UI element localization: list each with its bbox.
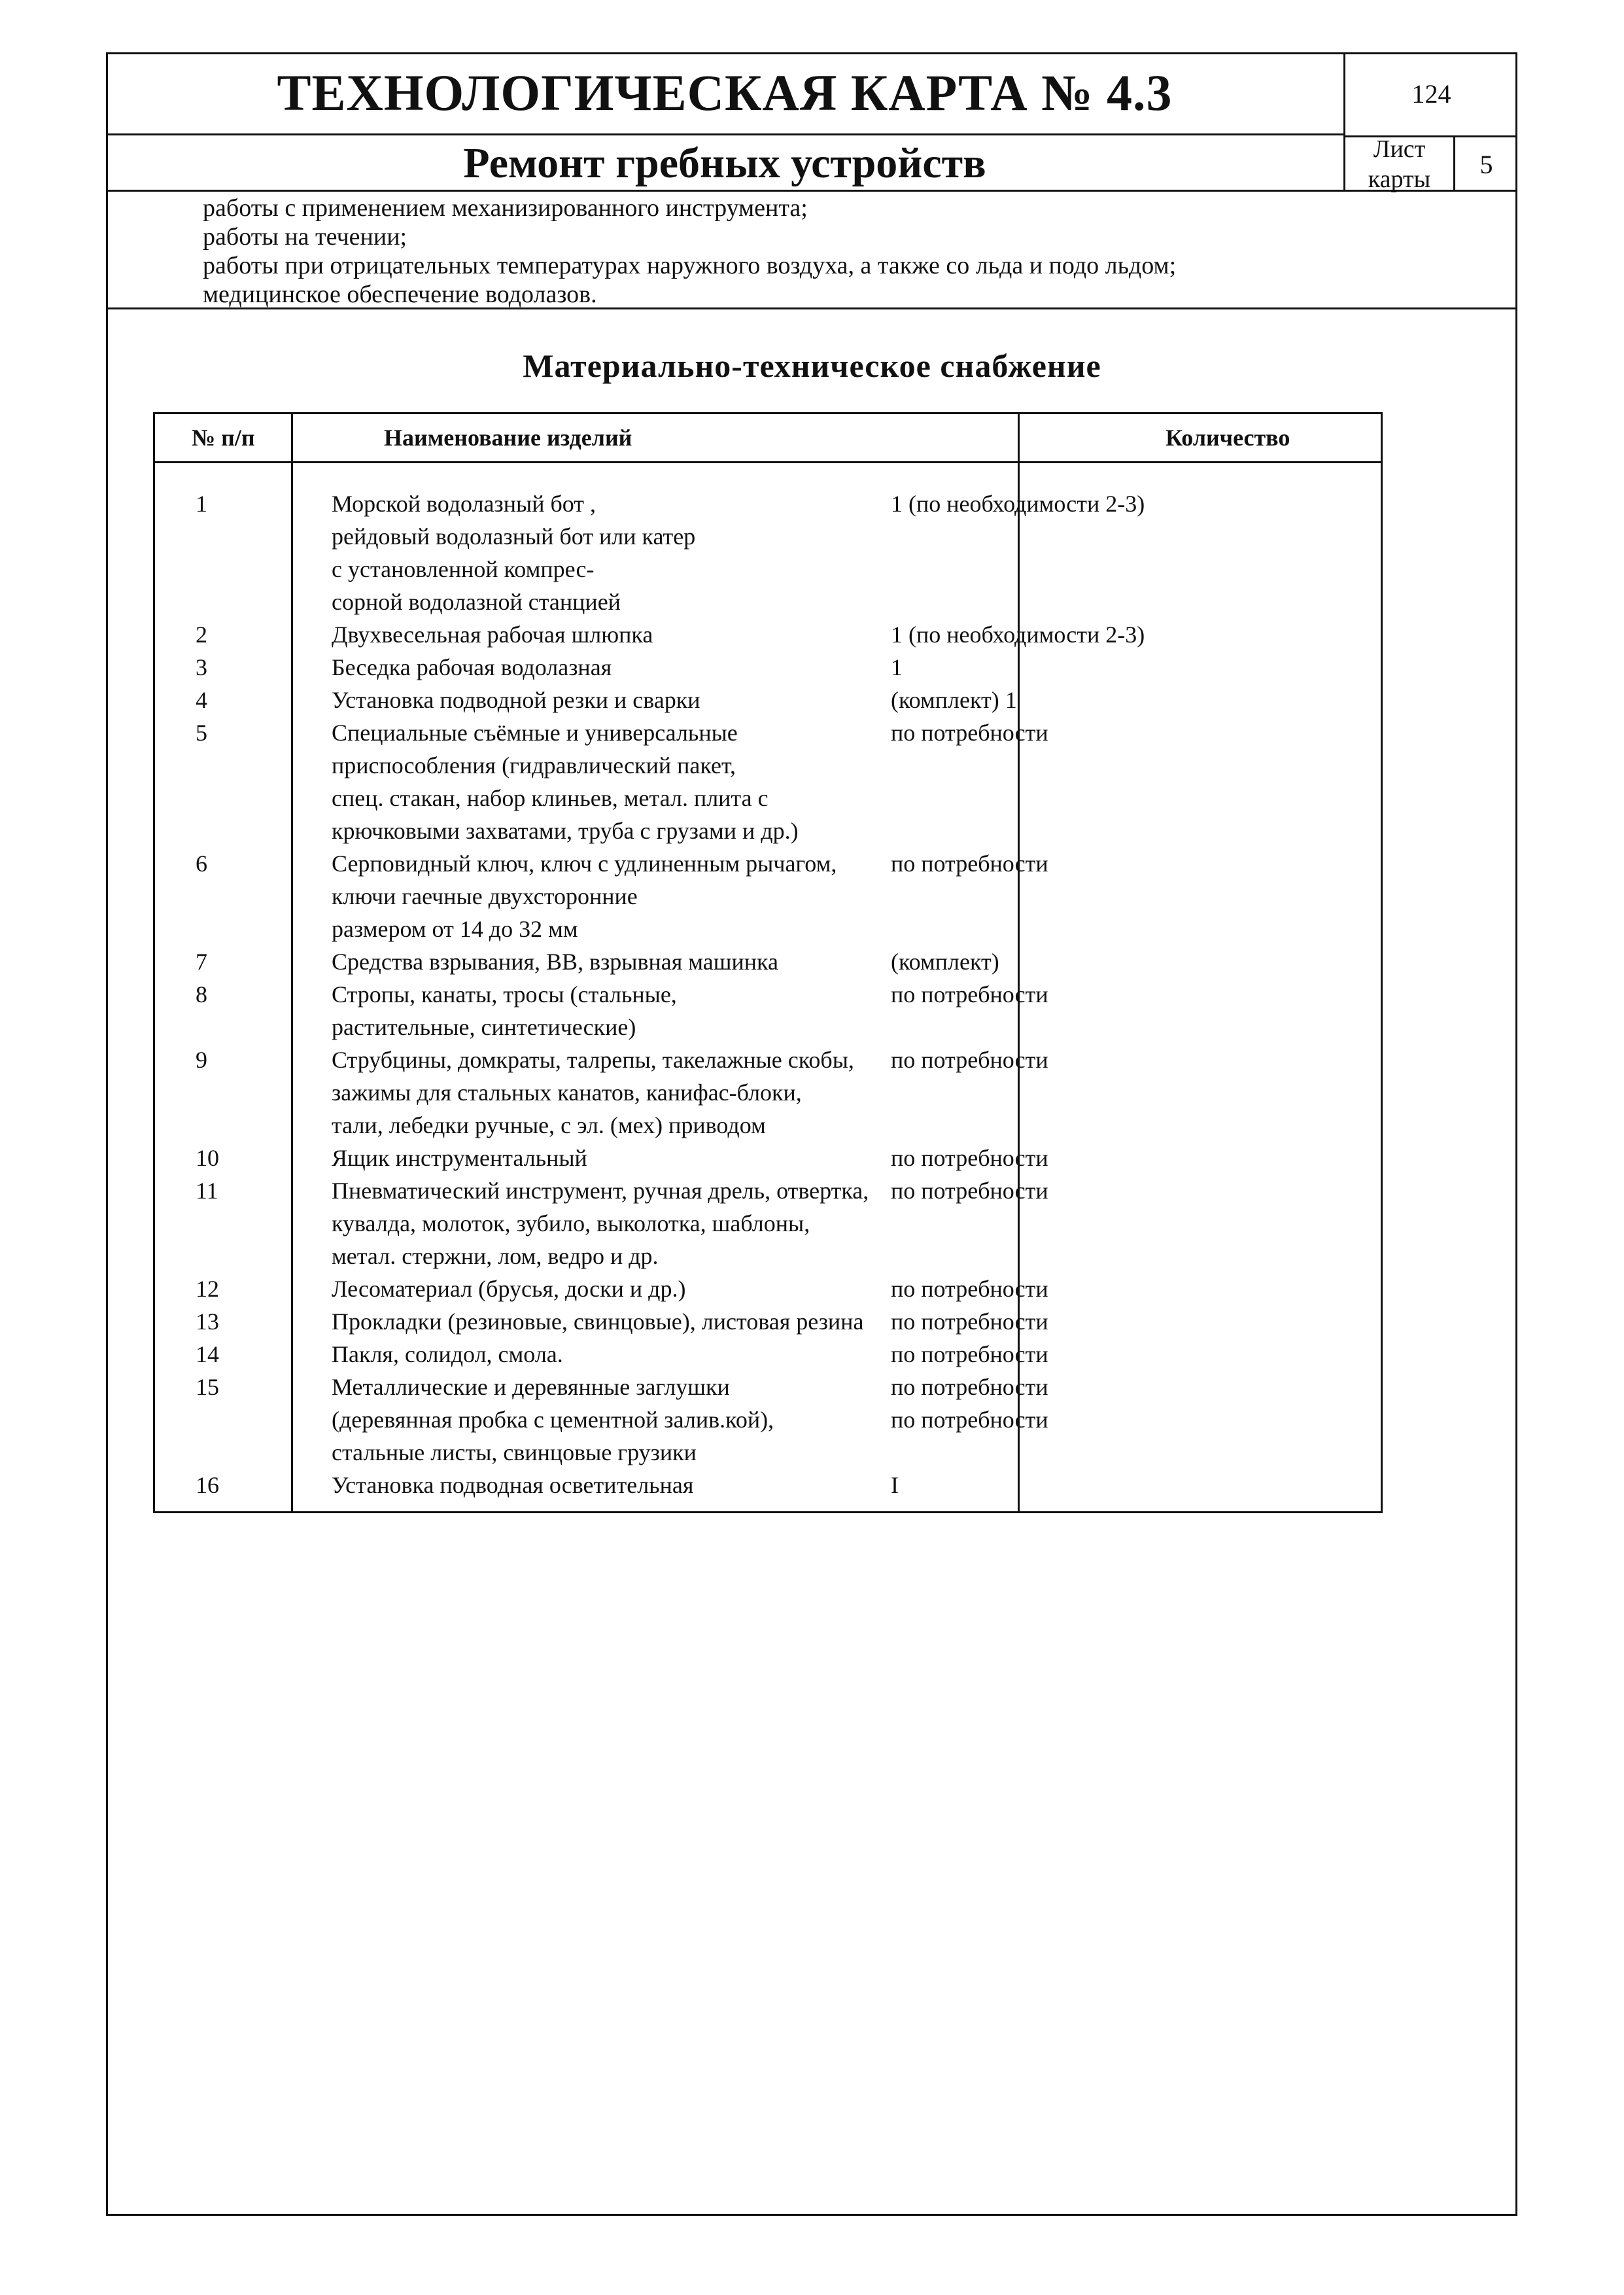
item-quantity xyxy=(835,1338,1218,1371)
table-row xyxy=(155,1174,1381,1272)
item-quantity xyxy=(835,1469,1218,1501)
item-name-line: Установка подводная осветительная xyxy=(332,1472,694,1498)
item-name-line: сорной водолазной станцией xyxy=(332,589,621,615)
item-name-line: размером от 14 до 32 мм xyxy=(332,916,578,942)
item-name xyxy=(240,487,835,618)
item-name xyxy=(240,651,835,684)
item-quantity-line: по потребности xyxy=(891,1407,1048,1433)
intro-line: медицинское обеспечение водолазов. xyxy=(203,281,597,308)
item-quantity xyxy=(835,1174,1218,1272)
item-name xyxy=(240,716,835,847)
item-name-line: Пакля, солидол, смола. xyxy=(332,1341,563,1367)
table-row xyxy=(155,1043,1381,1142)
item-name-line: Установка подводной резки и сварки xyxy=(332,687,700,713)
item-name xyxy=(240,1371,835,1469)
table-row xyxy=(155,684,1381,716)
row-number: 3 xyxy=(196,654,207,680)
item-quantity-line: по потребности xyxy=(891,1374,1048,1400)
item-name-line: Двухвесельная рабочая шлюпка xyxy=(332,622,653,648)
page-number: 124 xyxy=(1411,79,1451,109)
item-quantity-line: по потребности xyxy=(891,1145,1048,1171)
item-name-line: растительные, синтетические) xyxy=(332,1014,636,1040)
item-quantity-line: по потребности xyxy=(891,1341,1048,1367)
intro-line: работы при отрицательных температурах наружного воздуха, а также со льда и подо льдом; xyxy=(203,252,1177,279)
item-quantity xyxy=(835,487,1218,618)
item-name xyxy=(240,1174,869,1272)
item-name xyxy=(240,684,835,716)
item-quantity-line: по потребности xyxy=(891,1178,1048,1204)
table-row xyxy=(155,1469,1381,1501)
table-row xyxy=(155,1142,1381,1174)
item-name-line: рейдовый водолазный бот или катер xyxy=(332,523,696,550)
row-number: 14 xyxy=(196,1341,219,1367)
item-name-line: (деревянная пробка с цементной залив.кой), xyxy=(332,1407,774,1433)
row-number: 4 xyxy=(196,687,207,713)
item-name-line: зажимы для стальных канатов, канифас-блоки, xyxy=(332,1079,802,1106)
row-number: 15 xyxy=(196,1374,219,1400)
card-subtitle: Ремонт гребных устройств xyxy=(463,139,986,187)
item-name-line: кувалда, молоток, зубило, выколотка, шаблоны, xyxy=(332,1210,810,1236)
item-quantity xyxy=(835,651,1218,684)
item-name-line: Серповидный ключ, ключ с удлиненным рычагом, xyxy=(332,850,837,877)
item-name-line: тали, лебедки ручные, с эл. (мех) приводом xyxy=(332,1112,766,1138)
header-name: Наименование изделий xyxy=(384,425,632,451)
item-quantity xyxy=(835,945,1218,978)
item-name-line: Струбцины, домкраты, талрепы, такелажные скобы, xyxy=(332,1047,854,1073)
row-number: 2 xyxy=(196,622,207,648)
item-quantity xyxy=(835,716,1218,847)
title-cell xyxy=(106,52,1345,135)
table-row xyxy=(155,978,1381,1043)
table-row xyxy=(155,847,1381,945)
item-name xyxy=(240,1338,835,1371)
item-quantity-line: 1 xyxy=(891,654,903,680)
row-number: 10 xyxy=(196,1145,219,1171)
item-quantity xyxy=(835,978,1218,1043)
sheet-label-cell xyxy=(1345,135,1455,191)
item-quantity-line: 1 (по необходимости 2-3) xyxy=(891,622,1145,648)
row-number: 6 xyxy=(196,850,207,877)
item-quantity xyxy=(835,1142,1218,1174)
subtitle-cell xyxy=(106,135,1345,191)
table-row xyxy=(155,651,1381,684)
item-name-line: Стропы, канаты, тросы (стальные, xyxy=(332,981,677,1007)
item-name-line: Прокладки (резиновые, свинцовые), листовая резина xyxy=(332,1308,864,1335)
item-quantity xyxy=(835,1371,1218,1469)
item-quantity xyxy=(835,618,1218,651)
item-name-line: ключи гаечные двухсторонние xyxy=(332,883,638,909)
item-name xyxy=(240,978,835,1043)
item-name-line: спец. стакан, набор клиньев, метал. плита с xyxy=(332,785,769,811)
item-name-line: крючковыми захватами, труба с грузами и др.) xyxy=(332,818,799,844)
item-quantity-line: 1 (по необходимости 2-3) xyxy=(891,491,1145,517)
item-name-line: с установленной компрес- xyxy=(332,556,595,582)
header-row-divider xyxy=(155,461,1381,463)
item-name xyxy=(240,1142,835,1174)
row-number: 8 xyxy=(196,981,207,1007)
row-number: 1 xyxy=(196,491,207,517)
header-divider xyxy=(106,190,1517,192)
item-name-line: Средства взрывания, ВВ, взрывная машинка xyxy=(332,949,778,975)
intro-line: работы на течении; xyxy=(203,223,407,251)
item-quantity-line: по потребности xyxy=(891,1308,1048,1335)
item-name-line: Ящик инструментальный xyxy=(332,1145,587,1171)
supply-table xyxy=(153,412,1383,1513)
row-number: 9 xyxy=(196,1047,207,1073)
table-row xyxy=(155,487,1381,618)
table-row xyxy=(155,618,1381,651)
sheet-number: 5 xyxy=(1455,135,1517,191)
item-name-line: Лесоматериал (брусья, доски и др.) xyxy=(332,1276,686,1302)
table-row xyxy=(155,1272,1381,1305)
item-name-line: приспособления (гидравлический пакет, xyxy=(332,752,736,779)
item-quantity-line: по потребности xyxy=(891,981,1048,1007)
sheet-label-2: карты xyxy=(1368,166,1431,193)
item-quantity-line: по потребности xyxy=(891,1276,1048,1302)
table-row xyxy=(155,1338,1381,1371)
table-row xyxy=(155,716,1381,847)
item-name-line: Пневматический инструмент, ручная дрель, отвертка, xyxy=(332,1178,869,1204)
row-number: 12 xyxy=(196,1276,219,1302)
item-quantity xyxy=(835,847,1218,945)
item-name-line: стальные листы, свинцовые грузики xyxy=(332,1439,697,1465)
item-quantity-line: по потребности xyxy=(891,1047,1048,1073)
item-quantity-line: (комплект) 1 xyxy=(891,687,1017,713)
item-name-line: метал. стержни, лом, ведро и др. xyxy=(332,1243,659,1269)
intro-text xyxy=(203,194,1445,309)
row-number: 13 xyxy=(196,1308,219,1335)
card-title: ТЕХНОЛОГИЧЕСКАЯ КАРТА № 4.3 xyxy=(277,64,1173,121)
item-name xyxy=(240,847,835,945)
item-quantity xyxy=(835,1272,1218,1305)
item-quantity-line: по потребности xyxy=(891,850,1048,877)
item-name xyxy=(240,1043,854,1142)
item-name xyxy=(240,618,835,651)
sheet-label-1: Лист xyxy=(1373,135,1426,163)
item-quantity xyxy=(835,1043,1218,1142)
item-name xyxy=(240,1272,835,1305)
row-number: 11 xyxy=(196,1178,218,1204)
row-number: 16 xyxy=(196,1472,219,1498)
item-name-line: Специальные съёмные и универсальные xyxy=(332,720,738,746)
table-row xyxy=(155,1305,1381,1338)
section-heading: Материально-техническое снабжение xyxy=(523,347,1101,384)
item-name xyxy=(240,945,835,978)
item-name-line: Беседка рабочая водолазная xyxy=(332,654,612,680)
item-quantity xyxy=(835,1305,1218,1338)
item-name-line: Металлические и деревянные заглушки xyxy=(332,1374,730,1400)
row-number: 7 xyxy=(196,949,207,975)
row-number: 5 xyxy=(196,720,207,746)
header-num: № п/п xyxy=(192,425,255,451)
intro-divider xyxy=(106,307,1517,309)
intro-line: работы с применением механизированного инструмента; xyxy=(203,194,808,222)
item-quantity-line: I xyxy=(891,1472,899,1498)
item-name-line: Морской водолазный бот , xyxy=(332,491,596,517)
table-row xyxy=(155,945,1381,978)
table-row xyxy=(155,1371,1381,1469)
header-qty: Количество xyxy=(1166,425,1290,451)
item-name xyxy=(240,1305,864,1338)
item-name xyxy=(240,1469,835,1501)
item-quantity xyxy=(835,684,1218,716)
table-body xyxy=(155,487,1381,1501)
item-quantity-line: (комплект) xyxy=(891,949,999,975)
item-quantity-line: по потребности xyxy=(891,720,1048,746)
